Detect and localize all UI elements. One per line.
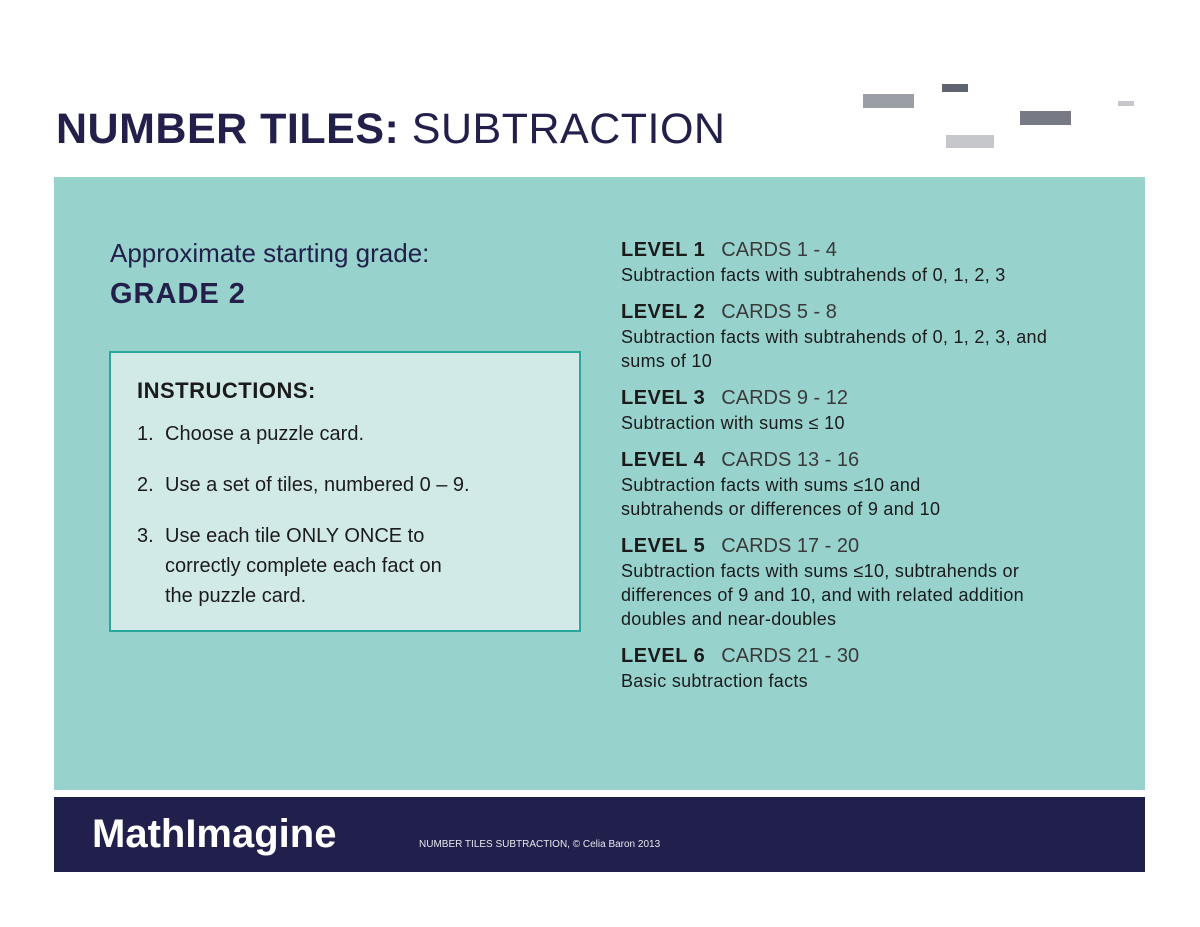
- page-title-light: SUBTRACTION: [411, 105, 726, 153]
- decorative-bar: [1118, 101, 1134, 106]
- instruction-number: 2.: [137, 474, 154, 496]
- level-description: Subtraction facts with sums ≤10, subtrahends or differences of 9 and 10, and with related addition doubles and near-doubles: [621, 561, 1024, 629]
- level-description: Basic subtraction facts: [621, 671, 808, 691]
- instruction-item: [137, 419, 567, 449]
- level-item: [621, 385, 1131, 435]
- level-item: [621, 447, 1131, 521]
- instruction-text: Use each tile ONLY ONCE to correctly complete each fact on the puzzle card.: [165, 525, 442, 607]
- level-cards: CARDS 17 - 20: [721, 535, 860, 557]
- level-item: [621, 237, 1131, 287]
- decorative-bar: [1020, 111, 1071, 125]
- level-header: [621, 533, 1131, 559]
- decorative-bar: [946, 135, 994, 148]
- instruction-number: 3.: [137, 525, 154, 547]
- level-cards: CARDS 13 - 16: [721, 449, 860, 471]
- level-description: Subtraction with sums ≤ 10: [621, 413, 845, 433]
- level-item: [621, 299, 1131, 373]
- level-name: LEVEL 2: [621, 301, 706, 323]
- instructions-box: [109, 351, 581, 632]
- copyright-text: NUMBER TILES SUBTRACTION, © Celia Baron 2013: [419, 839, 661, 850]
- level-name: LEVEL 1: [621, 239, 706, 261]
- instruction-text: Choose a puzzle card.: [165, 423, 365, 445]
- page-title: [56, 103, 725, 155]
- level-cards: CARDS 5 - 8: [721, 301, 837, 323]
- levels-list: [621, 237, 1131, 705]
- instruction-item: [137, 470, 567, 500]
- level-name: LEVEL 4: [621, 449, 706, 471]
- level-header: [621, 299, 1131, 325]
- level-description: Subtraction facts with subtrahends of 0, 1, 2, 3, and sums of 10: [621, 327, 1048, 371]
- level-cards: CARDS 21 - 30: [721, 645, 860, 667]
- instruction-text: Use a set of tiles, numbered 0 – 9.: [165, 474, 470, 496]
- level-cards: CARDS 9 - 12: [721, 387, 848, 409]
- level-name: LEVEL 5: [621, 535, 706, 557]
- level-header: [621, 385, 1131, 411]
- decorative-bar: [942, 84, 968, 92]
- page-title-bold: NUMBER TILES:: [56, 105, 400, 153]
- level-description: Subtraction facts with subtrahends of 0, 1, 2, 3: [621, 265, 1006, 285]
- instruction-number: 1.: [137, 423, 154, 445]
- level-cards: CARDS 1 - 4: [721, 239, 837, 261]
- brand-logo: MathImagine: [92, 812, 337, 856]
- level-item: [621, 643, 1131, 693]
- level-description: Subtraction facts with sums ≤10 and subtrahends or differences of 9 and 10: [621, 475, 941, 519]
- grade-label: Approximate starting grade:: [110, 238, 430, 268]
- instructions-heading: INSTRUCTIONS:: [137, 378, 316, 403]
- level-header: [621, 447, 1131, 473]
- level-header: [621, 237, 1131, 263]
- instruction-item: [137, 521, 465, 611]
- level-name: LEVEL 6: [621, 645, 706, 667]
- instructions-list: [137, 419, 567, 632]
- footer-bar: [54, 797, 1145, 872]
- level-item: [621, 533, 1131, 631]
- grade-value: GRADE 2: [110, 278, 246, 310]
- decorative-bar: [863, 94, 914, 108]
- level-name: LEVEL 3: [621, 387, 706, 409]
- level-header: [621, 643, 1131, 669]
